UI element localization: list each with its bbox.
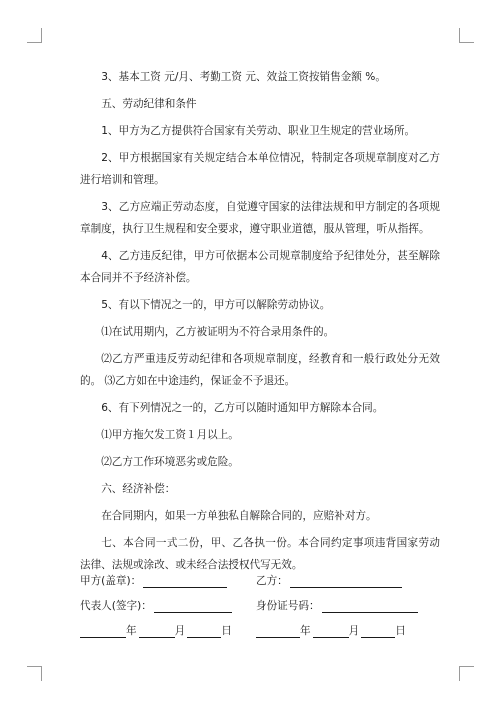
representative-block	[80, 599, 232, 613]
date-block-party-b	[256, 624, 406, 638]
representative-label: 代表人(签字)：	[80, 600, 152, 612]
date-a-month-line[interactable]	[139, 625, 175, 638]
clause-5-6-item-1: ⑴甲方拖欠发工资１月以上。	[101, 429, 239, 441]
section-7-text: 七、本合同一式二份，甲、乙各执一份。本合同约定事项违背国家劳动法律、法规或涂改、或未经合法授权代写无效。	[80, 537, 440, 571]
clause-5-3: 3、乙方应端正劳动态度，自觉遵守国家的法律法规和甲方制定的各项规章制度，执行卫生规程和安全要求，遵守职业道德，服从管理，听从指挥。	[80, 201, 440, 235]
crop-mark-bottom-right	[459, 666, 474, 681]
clause-5-1: 1、甲方为乙方提供符合国家有关劳动、职业卫生规定的营业场所。	[101, 125, 416, 137]
date-b-month-line[interactable]	[313, 625, 349, 638]
clause-3-salary: 3、基本工资 元/月、考勤工资 元、效益工资按销售金额 %。	[101, 71, 386, 83]
party-a-label: 甲方(盖章)：	[80, 575, 142, 587]
clause-5-6-item-2: ⑵乙方工作环境恶劣或危险。	[101, 456, 239, 468]
section-6-heading: 六、经济补偿：	[101, 483, 176, 495]
clause-5-5-item-1: ⑴在试用期内，乙方被证明为不符合录用条件的。	[101, 326, 335, 338]
date-b-day-label: 日	[395, 625, 406, 637]
representative-sign-line[interactable]	[154, 600, 232, 613]
date-a-day-label: 日	[221, 625, 232, 637]
clause-5-5-item-2-3: ⑵乙方严重违反劳动纪律和各项规章制度，经教育和一般行政处分无效的。 ⑶乙方如在中途违约，保证金不予退还。	[80, 353, 440, 387]
clause-5-4: 4、乙方违反纪律，甲方可依据本公司规章制度给予纪律处分，甚至解除本合同并不予经济补偿。	[80, 250, 440, 284]
section-5-heading: 五、劳动纪律和条件	[101, 98, 197, 110]
date-b-day-line[interactable]	[361, 625, 395, 638]
clause-6-text: 在合同期内，如果一方单独私自解除合同的，应赔补对方。	[101, 510, 377, 522]
date-a-day-line[interactable]	[187, 625, 221, 638]
id-number-block	[256, 599, 418, 613]
crop-mark-top-right	[459, 28, 474, 43]
contract-body	[80, 66, 440, 581]
clause-5-2: 2、甲方根据国家有关规定结合本单位情况，特制定各项规章制度对乙方进行培训和管理。	[80, 152, 440, 186]
id-number-line[interactable]	[322, 600, 418, 613]
clause-5-6: 6、有下列情况之一的，乙方可以随时通知甲方解除本合同。	[101, 402, 384, 414]
date-b-year-line[interactable]	[256, 625, 300, 638]
date-a-year-label: 年	[126, 625, 137, 637]
date-a-year-line[interactable]	[80, 625, 126, 638]
party-a-block	[80, 574, 227, 588]
crop-mark-bottom-left	[27, 666, 42, 681]
date-block-party-a	[80, 624, 232, 638]
party-b-block	[256, 574, 402, 588]
crop-mark-top-left	[27, 28, 42, 43]
party-b-label: 乙方：	[256, 575, 288, 587]
date-b-month-label: 月	[348, 625, 360, 637]
date-b-year-label: 年	[300, 625, 311, 637]
date-a-month-label: 月	[174, 625, 186, 637]
id-number-label: 身份证号码：	[256, 600, 320, 612]
clause-5-5: 5、有以下情况之一的，甲方可以解除劳动协议。	[101, 299, 331, 311]
party-a-seal-line[interactable]	[143, 575, 227, 588]
party-b-line[interactable]	[290, 575, 402, 588]
